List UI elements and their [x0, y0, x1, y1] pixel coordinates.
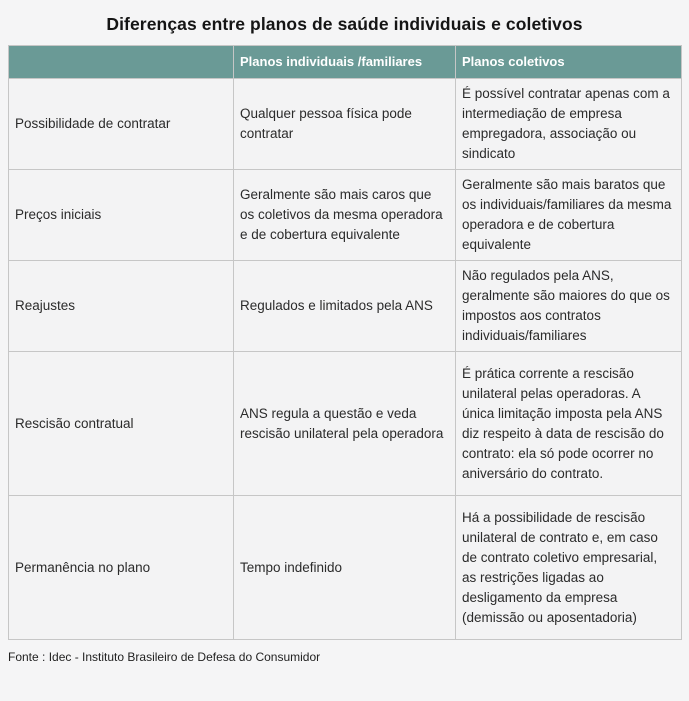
- header-cell-individual-plans: Planos individuais /familiares: [234, 46, 456, 79]
- cell-collective: Há a possibilidade de rescisão unilateral de contrato e, em caso de contrato coletivo empresarial, as restrições ligadas ao desligamento da empresa (demissão ou aposentadoria): [456, 496, 682, 640]
- row-label: Preços iniciais: [9, 170, 234, 261]
- row-label: Possibilidade de contratar: [9, 79, 234, 170]
- header-cell-collective-plans: Planos coletivos: [456, 46, 682, 79]
- row-label: Rescisão contratual: [9, 352, 234, 496]
- header-row: [9, 46, 682, 79]
- cell-collective: Geralmente são mais baratos que os individuais/familiares da mesma operadora e de cobertura equivalente: [456, 170, 682, 261]
- cell-individual: Tempo indefinido: [234, 496, 456, 640]
- source-note: Fonte : Idec - Instituto Brasileiro de Defesa do Consumidor: [8, 650, 321, 664]
- table-header: [9, 46, 682, 79]
- table-row: [9, 352, 682, 496]
- cell-individual: Regulados e limitados pela ANS: [234, 261, 456, 352]
- row-label: Permanência no plano: [9, 496, 234, 640]
- table-body: [9, 79, 682, 640]
- table-row: [9, 496, 682, 640]
- table-row: [9, 170, 682, 261]
- page-title: Diferenças entre planos de saúde individuais e coletivos: [106, 14, 583, 34]
- cell-individual: Qualquer pessoa física pode contratar: [234, 79, 456, 170]
- cell-collective: É possível contratar apenas com a intermediação de empresa empregadora, associação ou sindicato: [456, 79, 682, 170]
- row-label: Reajustes: [9, 261, 234, 352]
- cell-individual: Geralmente são mais caros que os coletivos da mesma operadora e de cobertura equivalente: [234, 170, 456, 261]
- comparison-table: [8, 45, 682, 640]
- table-row: [9, 261, 682, 352]
- cell-collective: É prática corrente a rescisão unilateral pelas operadoras. A única limitação imposta pela ANS diz respeito à data de rescisão do contrato: ela só pode ocorrer no aniversário do contrato.: [456, 352, 682, 496]
- header-cell-empty: [9, 46, 234, 79]
- table-row: [9, 79, 682, 170]
- cell-collective: Não regulados pela ANS, geralmente são maiores do que os impostos aos contratos individuais/familiares: [456, 261, 682, 352]
- cell-individual: ANS regula a questão e veda rescisão unilateral pela operadora: [234, 352, 456, 496]
